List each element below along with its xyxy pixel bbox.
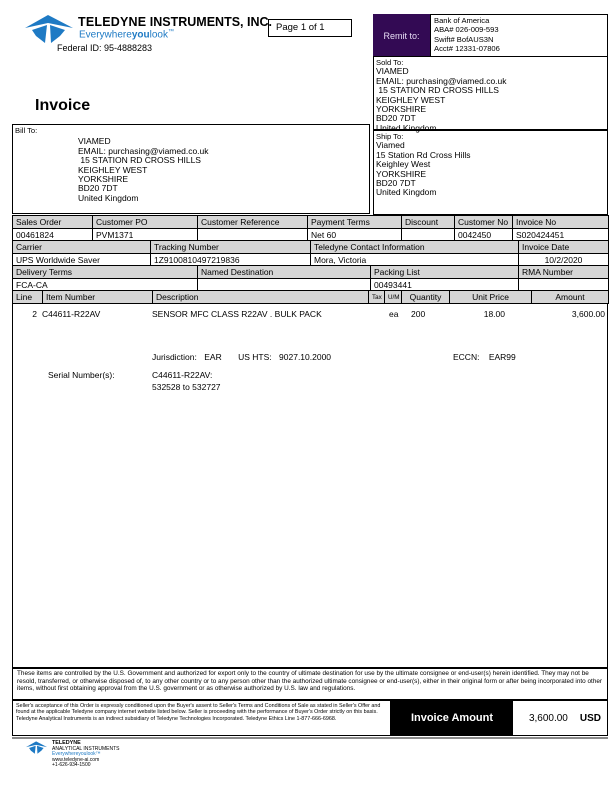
- header-packing-list: Packing List: [371, 266, 519, 279]
- sold-to-label: Sold To:: [376, 58, 404, 67]
- teledyne-logo-icon: [25, 15, 75, 45]
- seller-terms-text: Seller's acceptance of this Order is expressly conditioned upon the Buyer's assent to Seller's Terms and Conditions of Sale as stated in Seller's Offer and found at the applicable Teledyne company internet website listed below. Seller is proceeding with the performance of Buyer's Order strictly on this basis. Teledyne Analytical Instruments is an indirect subsidiary of Teledyne Technologies Incorporated. Teledyne Ethics Line 1-877-666-6968.: [13, 701, 391, 735]
- bill-to-line: 15 STATION RD CROSS HILLS: [78, 155, 201, 166]
- bill-to-line: VIAMED: [78, 136, 111, 147]
- header-customer-reference: Customer Reference: [198, 216, 308, 229]
- document-title: Invoice: [35, 97, 91, 114]
- sold-to-line: YORKSHIRE: [376, 104, 427, 115]
- eccn-value: EAR99: [488, 352, 516, 362]
- company-name-suffix: INSTRUMENTS, INC.: [149, 15, 272, 29]
- ship-to-line: Keighley West: [376, 159, 431, 170]
- delivery-header-row: [13, 266, 609, 279]
- ship-to-line: 15 Station Rd Cross Hills: [376, 149, 471, 160]
- serial-numbers-label: Serial Number(s):: [48, 370, 115, 380]
- bill-to-line: EMAIL: purchasing@viamed.co.uk: [78, 145, 209, 156]
- value-customer-po: PVM1371: [93, 229, 198, 242]
- sold-to-line: VIAMED: [376, 66, 409, 77]
- federal-id: Federal ID: 95-4888283: [57, 43, 153, 53]
- bill-to-address: [78, 137, 367, 203]
- footer-brand-block: [26, 741, 120, 769]
- serial-item-number: C44611-R22AV:: [152, 370, 213, 380]
- footer-brand-division: ANALYTICAL INSTRUMENTS: [52, 745, 120, 752]
- order-info-table-2: [12, 240, 609, 267]
- header-rma-number: RMA Number: [519, 266, 609, 279]
- bank-aba: ABA# 026-009-593: [434, 25, 499, 35]
- bank-swift: Swift# BofAUS3N: [434, 34, 494, 44]
- ship-to-line: United Kingdom: [376, 187, 437, 198]
- bill-to-section: [12, 124, 370, 214]
- footer-divider: [12, 737, 608, 739]
- bill-to-line: United Kingdom: [78, 192, 139, 203]
- value-tracking-number: 1Z9100810497219836: [151, 254, 311, 267]
- export-control-notice: These items are controlled by the U.S. Government and authorized for export only to the country of ultimate destination for use by the ultimate consignee or end-user(s) herein identified. They may not be resold, transferred, or otherwise disposed of, to any other country or to any person other than the authorized ultimate consignee or end-user(s), either in their original form or after being incorporated into other items, without first obtaining approval from the U.S. government or as otherwise authorized by U.S. law and regulations.: [12, 668, 608, 700]
- company-name-brand: TELEDYNE: [78, 15, 147, 29]
- footer-brand-website: www.teledyne-ai.com: [52, 756, 100, 763]
- value-sales-order: 00461824: [13, 229, 93, 242]
- order-info-table-3: [12, 265, 609, 292]
- bill-to-label: Bill To:: [15, 126, 38, 135]
- header-item-number: Item Number: [43, 291, 153, 304]
- bill-to-line: BD20 7DT: [78, 183, 118, 194]
- eccn-label: ECCN:: [453, 352, 480, 362]
- ship-to-section: [373, 130, 608, 215]
- header-teledyne-contact: Teledyne Contact Information: [311, 241, 519, 254]
- item-description: SENSOR MFC CLASS R22AV . BULK PACK: [152, 309, 322, 319]
- invoice-total-strip: [12, 700, 608, 736]
- value-carrier: UPS Worldwide Saver: [13, 254, 151, 267]
- sold-to-line: United Kingdom: [376, 122, 437, 133]
- header-delivery-terms: Delivery Terms: [13, 266, 198, 279]
- order-info-table-1: [12, 215, 609, 242]
- tagline-part3: look: [149, 29, 168, 41]
- header-customer-po: Customer PO: [93, 216, 198, 229]
- value-payment-terms: Net 60: [308, 229, 402, 242]
- item-um: ea: [389, 309, 399, 319]
- invoice-amount-label: Invoice Amount: [391, 701, 513, 735]
- header-line: Line: [13, 291, 43, 304]
- invoice-currency: USD: [579, 712, 601, 724]
- ship-to-line: BD20 7DT: [376, 178, 416, 189]
- value-invoice-no: S020424451: [513, 229, 609, 242]
- item-unit-price: 18.00: [483, 309, 505, 319]
- brand-tagline: [79, 29, 174, 40]
- header-description: Description: [153, 291, 369, 304]
- hts-label: US HTS:: [238, 352, 272, 362]
- trademark-symbol: ™: [167, 29, 174, 35]
- invoice-amount-value: 3,600.00: [528, 712, 568, 724]
- header-named-destination: Named Destination: [198, 266, 371, 279]
- header-payment-terms: Payment Terms: [308, 216, 402, 229]
- remit-bank-details: [430, 14, 608, 57]
- hts-value: 9027.10.2000: [279, 352, 332, 362]
- header-customer-no: Customer No: [455, 216, 513, 229]
- ship-to-line: YORKSHIRE: [376, 168, 427, 179]
- header-carrier: Carrier: [13, 241, 151, 254]
- remit-to-label: Remit to:: [373, 14, 430, 57]
- value-teledyne-contact: Mora, Victoria: [311, 254, 519, 267]
- sold-to-section: [373, 56, 608, 133]
- invoice-amount-area: [513, 701, 607, 735]
- jurisdiction-label: Jurisdiction:: [152, 352, 197, 362]
- header-amount: Amount: [532, 291, 609, 304]
- tagline-part1: Everywhere: [79, 29, 132, 41]
- value-customer-no: 0042450: [455, 229, 513, 242]
- line-items-header-table: [12, 290, 609, 304]
- footer-brand-name: TELEDYNE: [52, 740, 81, 746]
- sold-to-line: 15 STATION RD CROSS HILLS: [376, 85, 499, 96]
- header-tax: Tax: [369, 291, 385, 304]
- item-number: C44611-R22AV: [42, 309, 101, 319]
- header-tracking-number: Tracking Number: [151, 241, 311, 254]
- item-export-detail: [152, 352, 331, 362]
- footer-brand-text: [52, 741, 120, 769]
- header-sales-order: Sales Order: [13, 216, 93, 229]
- header-quantity: Quantity: [402, 291, 450, 304]
- tagline-part2: you: [131, 29, 150, 41]
- item-eccn-detail: [453, 352, 516, 362]
- header-discount: Discount: [402, 216, 455, 229]
- sold-to-line: EMAIL: purchasing@viamed.co.uk: [376, 75, 507, 86]
- company-name: [78, 15, 272, 29]
- remit-to-section: [373, 14, 608, 57]
- item-quantity: 200: [411, 309, 426, 319]
- footer-teledyne-logo-icon: [26, 741, 48, 769]
- line-items-body: [12, 303, 608, 668]
- footer-brand-phone: +1-626-934-1500: [52, 762, 91, 769]
- ship-to-label: Ship To:: [376, 132, 404, 141]
- value-delivery-terms: FCA-CA: [13, 279, 198, 292]
- item-line-number: 2: [32, 309, 37, 319]
- value-invoice-date: 10/2/2020: [519, 254, 609, 267]
- bank-name: Bank of America: [434, 16, 490, 25]
- sold-to-line: BD20 7DT: [376, 113, 416, 124]
- serial-range: 532528 to 532727: [152, 382, 221, 392]
- header-um: U/M: [385, 291, 402, 304]
- sold-to-line: KEIGHLEY WEST: [376, 94, 446, 105]
- bill-to-line: KEIGHLEY WEST: [78, 164, 148, 175]
- bank-account: Acct# 12331-07806: [434, 43, 500, 53]
- header-invoice-no: Invoice No: [513, 216, 609, 229]
- page-number-box: Page 1 of 1: [268, 19, 352, 37]
- order-info-header-row: [13, 216, 609, 229]
- carrier-header-row: [13, 241, 609, 254]
- bill-to-line: YORKSHIRE: [78, 174, 129, 185]
- header-invoice-date: Invoice Date: [519, 241, 609, 254]
- value-packing-list: 00493441: [371, 279, 519, 292]
- footer-brand-tagline: Everywhereyoulook™: [52, 751, 101, 758]
- line-items-header-row: [13, 291, 609, 304]
- ship-to-line: Viamed: [376, 140, 405, 151]
- jurisdiction-value: EAR: [204, 352, 222, 362]
- header-unit-price: Unit Price: [450, 291, 532, 304]
- item-amount: 3,600.00: [571, 309, 605, 319]
